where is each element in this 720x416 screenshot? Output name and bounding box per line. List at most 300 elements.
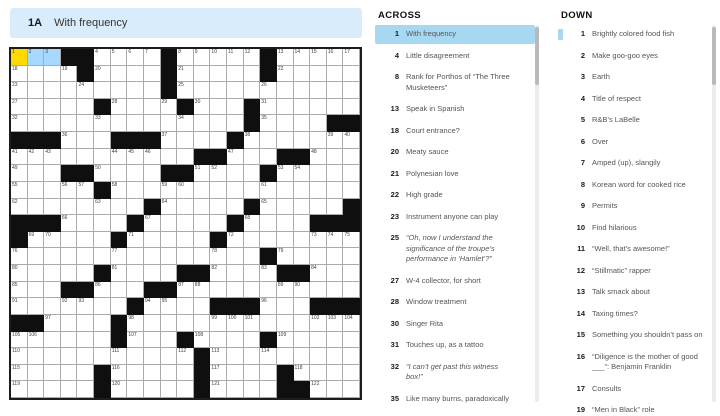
grid-cell-r18c1[interactable] xyxy=(11,332,28,349)
grid-cell-r15c13[interactable] xyxy=(210,282,227,299)
grid-cell-r8c17[interactable] xyxy=(277,165,294,182)
grid-cell-r10c17[interactable] xyxy=(277,199,294,216)
grid-cell-r19c5[interactable] xyxy=(77,348,94,365)
across-clue-22[interactable] xyxy=(375,190,535,201)
grid-cell-r5c10[interactable] xyxy=(161,115,178,132)
grid-cell-r12c4[interactable] xyxy=(61,232,78,249)
grid-cell-r5c2[interactable] xyxy=(28,115,45,132)
grid-cell-r6c18[interactable] xyxy=(294,132,311,149)
grid-cell-r7c2[interactable] xyxy=(28,149,45,166)
grid-cell-r16c10[interactable] xyxy=(161,298,178,315)
grid-cell-r5c6[interactable] xyxy=(94,115,111,132)
grid-cell-r19c4[interactable] xyxy=(61,348,78,365)
grid-cell-r16c4[interactable] xyxy=(61,298,78,315)
grid-cell-r2c4[interactable] xyxy=(61,66,78,83)
grid-cell-r3c1[interactable] xyxy=(11,82,28,99)
grid-cell-r20c11[interactable] xyxy=(177,365,194,382)
grid-cell-r13c10[interactable] xyxy=(161,248,178,265)
grid-cell-r20c10[interactable] xyxy=(161,365,178,382)
grid-cell-r7c8[interactable] xyxy=(127,149,144,166)
grid-cell-r1c14[interactable] xyxy=(227,49,244,66)
grid-cell-r13c13[interactable] xyxy=(210,248,227,265)
grid-cell-r5c7[interactable] xyxy=(111,115,128,132)
grid-cell-r14c1[interactable] xyxy=(11,265,28,282)
grid-cell-r20c18[interactable] xyxy=(294,365,311,382)
grid-cell-r7c5[interactable] xyxy=(77,149,94,166)
grid-cell-r1c17[interactable] xyxy=(277,49,294,66)
grid-cell-r11c18[interactable] xyxy=(294,215,311,232)
grid-cell-r4c5[interactable] xyxy=(77,99,94,116)
grid-cell-r3c21[interactable] xyxy=(343,82,360,99)
grid-cell-r19c10[interactable] xyxy=(161,348,178,365)
grid-cell-r19c11[interactable] xyxy=(177,348,194,365)
grid-cell-r14c15[interactable] xyxy=(244,265,261,282)
grid-cell-r7c20[interactable] xyxy=(327,149,344,166)
grid-cell-r10c7[interactable] xyxy=(111,199,128,216)
grid-cell-r18c19[interactable] xyxy=(310,332,327,349)
grid-cell-r11c5[interactable] xyxy=(77,215,94,232)
grid-cell-r6c12[interactable] xyxy=(194,132,211,149)
grid-cell-r17c18[interactable] xyxy=(294,315,311,332)
grid-cell-r11c7[interactable] xyxy=(111,215,128,232)
grid-cell-r8c20[interactable] xyxy=(327,165,344,182)
grid-cell-r16c17[interactable] xyxy=(277,298,294,315)
grid-cell-r15c19[interactable] xyxy=(310,282,327,299)
grid-cell-r1c2[interactable] xyxy=(28,49,45,66)
down-clue-9[interactable] xyxy=(558,201,710,212)
grid-cell-r15c21[interactable] xyxy=(343,282,360,299)
grid-cell-r10c1[interactable] xyxy=(11,199,28,216)
crossword-grid[interactable] xyxy=(9,47,362,400)
grid-cell-r14c14[interactable] xyxy=(227,265,244,282)
grid-cell-r2c3[interactable] xyxy=(44,66,61,83)
grid-cell-r3c5[interactable] xyxy=(77,82,94,99)
grid-cell-r13c19[interactable] xyxy=(310,248,327,265)
grid-cell-r10c2[interactable] xyxy=(28,199,45,216)
across-clue-31[interactable] xyxy=(375,340,535,351)
grid-cell-r2c13[interactable] xyxy=(210,66,227,83)
grid-cell-r12c12[interactable] xyxy=(194,232,211,249)
grid-cell-r9c10[interactable] xyxy=(161,182,178,199)
grid-cell-r18c4[interactable] xyxy=(61,332,78,349)
grid-cell-r16c11[interactable] xyxy=(177,298,194,315)
grid-cell-r21c13[interactable] xyxy=(210,381,227,398)
grid-cell-r5c8[interactable] xyxy=(127,115,144,132)
grid-cell-r7c3[interactable] xyxy=(44,149,61,166)
grid-cell-r2c7[interactable] xyxy=(111,66,128,83)
grid-cell-r20c7[interactable] xyxy=(111,365,128,382)
grid-cell-r7c7[interactable] xyxy=(111,149,128,166)
grid-cell-r12c18[interactable] xyxy=(294,232,311,249)
grid-cell-r3c16[interactable] xyxy=(260,82,277,99)
grid-cell-r9c5[interactable] xyxy=(77,182,94,199)
grid-cell-r21c8[interactable] xyxy=(127,381,144,398)
grid-cell-r12c14[interactable] xyxy=(227,232,244,249)
grid-cell-r3c14[interactable] xyxy=(227,82,244,99)
down-scrollbar[interactable] xyxy=(712,25,716,402)
grid-cell-r12c11[interactable] xyxy=(177,232,194,249)
grid-cell-r11c6[interactable] xyxy=(94,215,111,232)
grid-cell-r9c9[interactable] xyxy=(144,182,161,199)
grid-cell-r3c8[interactable] xyxy=(127,82,144,99)
grid-cell-r15c20[interactable] xyxy=(327,282,344,299)
grid-cell-r2c9[interactable] xyxy=(144,66,161,83)
grid-cell-r10c14[interactable] xyxy=(227,199,244,216)
grid-cell-r17c8[interactable] xyxy=(127,315,144,332)
grid-cell-r15c7[interactable] xyxy=(111,282,128,299)
grid-cell-r14c10[interactable] xyxy=(161,265,178,282)
grid-cell-r13c1[interactable] xyxy=(11,248,28,265)
grid-cell-r19c6[interactable] xyxy=(94,348,111,365)
grid-cell-r5c17[interactable] xyxy=(277,115,294,132)
grid-cell-r11c15[interactable] xyxy=(244,215,261,232)
grid-cell-r13c2[interactable] xyxy=(28,248,45,265)
grid-cell-r8c18[interactable] xyxy=(294,165,311,182)
across-clue-13[interactable] xyxy=(375,104,535,115)
grid-cell-r14c20[interactable] xyxy=(327,265,344,282)
grid-cell-r4c12[interactable] xyxy=(194,99,211,116)
grid-cell-r13c3[interactable] xyxy=(44,248,61,265)
down-clue-1[interactable] xyxy=(558,29,710,40)
grid-cell-r20c15[interactable] xyxy=(244,365,261,382)
down-clue-2[interactable] xyxy=(558,51,710,62)
grid-cell-r21c1[interactable] xyxy=(11,381,28,398)
grid-cell-r15c3[interactable] xyxy=(44,282,61,299)
grid-cell-r6c5[interactable] xyxy=(77,132,94,149)
grid-cell-r17c3[interactable] xyxy=(44,315,61,332)
grid-cell-r21c7[interactable] xyxy=(111,381,128,398)
grid-cell-r6c13[interactable] xyxy=(210,132,227,149)
grid-cell-r3c7[interactable] xyxy=(111,82,128,99)
across-clue-30[interactable] xyxy=(375,319,535,330)
grid-cell-r9c12[interactable] xyxy=(194,182,211,199)
across-scrollbar[interactable] xyxy=(535,25,539,402)
grid-cell-r19c15[interactable] xyxy=(244,348,261,365)
across-clue-23[interactable] xyxy=(375,212,535,223)
grid-cell-r17c16[interactable] xyxy=(260,315,277,332)
grid-cell-r8c9[interactable] xyxy=(144,165,161,182)
grid-cell-r15c14[interactable] xyxy=(227,282,244,299)
grid-cell-r13c20[interactable] xyxy=(327,248,344,265)
grid-cell-r20c9[interactable] xyxy=(144,365,161,382)
grid-cell-r12c6[interactable] xyxy=(94,232,111,249)
grid-cell-r6c21[interactable] xyxy=(343,132,360,149)
grid-cell-r3c9[interactable] xyxy=(144,82,161,99)
grid-cell-r15c11[interactable] xyxy=(177,282,194,299)
grid-cell-r5c9[interactable] xyxy=(144,115,161,132)
grid-cell-r17c21[interactable] xyxy=(343,315,360,332)
grid-cell-r20c20[interactable] xyxy=(327,365,344,382)
grid-cell-r18c18[interactable] xyxy=(294,332,311,349)
grid-cell-r17c6[interactable] xyxy=(94,315,111,332)
grid-cell-r20c13[interactable] xyxy=(210,365,227,382)
grid-cell-r3c18[interactable] xyxy=(294,82,311,99)
grid-cell-r12c17[interactable] xyxy=(277,232,294,249)
grid-cell-r3c13[interactable] xyxy=(210,82,227,99)
grid-cell-r20c16[interactable] xyxy=(260,365,277,382)
grid-cell-r10c16[interactable] xyxy=(260,199,277,216)
grid-cell-r3c12[interactable] xyxy=(194,82,211,99)
grid-cell-r18c10[interactable] xyxy=(161,332,178,349)
grid-cell-r20c21[interactable] xyxy=(343,365,360,382)
grid-cell-r14c3[interactable] xyxy=(44,265,61,282)
grid-cell-r4c20[interactable] xyxy=(327,99,344,116)
grid-cell-r19c21[interactable] xyxy=(343,348,360,365)
grid-cell-r3c11[interactable] xyxy=(177,82,194,99)
grid-cell-r12c5[interactable] xyxy=(77,232,94,249)
grid-cell-r4c8[interactable] xyxy=(127,99,144,116)
down-clue-3[interactable] xyxy=(558,72,710,83)
grid-cell-r10c3[interactable] xyxy=(44,199,61,216)
grid-cell-r20c5[interactable] xyxy=(77,365,94,382)
grid-cell-r6c4[interactable] xyxy=(61,132,78,149)
grid-cell-r12c3[interactable] xyxy=(44,232,61,249)
grid-cell-r10c12[interactable] xyxy=(194,199,211,216)
grid-cell-r19c16[interactable] xyxy=(260,348,277,365)
grid-cell-r9c11[interactable] xyxy=(177,182,194,199)
down-clue-8[interactable] xyxy=(558,180,710,191)
across-clue-21[interactable] xyxy=(375,169,535,180)
grid-cell-r20c19[interactable] xyxy=(310,365,327,382)
grid-cell-r10c13[interactable] xyxy=(210,199,227,216)
grid-cell-r21c20[interactable] xyxy=(327,381,344,398)
across-clue-18[interactable] xyxy=(375,126,535,137)
grid-cell-r9c21[interactable] xyxy=(343,182,360,199)
grid-cell-r4c10[interactable] xyxy=(161,99,178,116)
grid-cell-r11c11[interactable] xyxy=(177,215,194,232)
grid-cell-r8c6[interactable] xyxy=(94,165,111,182)
grid-cell-r14c13[interactable] xyxy=(210,265,227,282)
grid-cell-r14c16[interactable] xyxy=(260,265,277,282)
grid-cell-r18c12[interactable] xyxy=(194,332,211,349)
grid-cell-r3c4[interactable] xyxy=(61,82,78,99)
grid-cell-r2c21[interactable] xyxy=(343,66,360,83)
grid-cell-r8c8[interactable] xyxy=(127,165,144,182)
grid-cell-r1c1[interactable] xyxy=(11,49,28,66)
grid-cell-r16c18[interactable] xyxy=(294,298,311,315)
grid-cell-r9c8[interactable] xyxy=(127,182,144,199)
grid-cell-r13c4[interactable] xyxy=(61,248,78,265)
grid-cell-r6c20[interactable] xyxy=(327,132,344,149)
grid-cell-r10c5[interactable] xyxy=(77,199,94,216)
grid-cell-r21c10[interactable] xyxy=(161,381,178,398)
grid-cell-r21c21[interactable] xyxy=(343,381,360,398)
grid-cell-r5c1[interactable] xyxy=(11,115,28,132)
grid-cell-r17c20[interactable] xyxy=(327,315,344,332)
grid-cell-r7c11[interactable] xyxy=(177,149,194,166)
grid-cell-r4c7[interactable] xyxy=(111,99,128,116)
grid-cell-r15c1[interactable] xyxy=(11,282,28,299)
grid-cell-r3c15[interactable] xyxy=(244,82,261,99)
grid-cell-r6c16[interactable] xyxy=(260,132,277,149)
grid-cell-r9c18[interactable] xyxy=(294,182,311,199)
grid-cell-r8c7[interactable] xyxy=(111,165,128,182)
grid-cell-r3c6[interactable] xyxy=(94,82,111,99)
grid-cell-r7c1[interactable] xyxy=(11,149,28,166)
grid-cell-r17c9[interactable] xyxy=(144,315,161,332)
grid-cell-r2c6[interactable] xyxy=(94,66,111,83)
grid-cell-r16c9[interactable] xyxy=(144,298,161,315)
grid-cell-r15c18[interactable] xyxy=(294,282,311,299)
grid-cell-r5c11[interactable] xyxy=(177,115,194,132)
grid-cell-r11c4[interactable] xyxy=(61,215,78,232)
grid-cell-r13c6[interactable] xyxy=(94,248,111,265)
grid-cell-r18c15[interactable] xyxy=(244,332,261,349)
grid-cell-r10c20[interactable] xyxy=(327,199,344,216)
grid-cell-r2c19[interactable] xyxy=(310,66,327,83)
grid-cell-r11c13[interactable] xyxy=(210,215,227,232)
grid-cell-r19c14[interactable] xyxy=(227,348,244,365)
grid-cell-r7c10[interactable] xyxy=(161,149,178,166)
grid-cell-r7c15[interactable] xyxy=(244,149,261,166)
grid-cell-r10c10[interactable] xyxy=(161,199,178,216)
grid-cell-r7c16[interactable] xyxy=(260,149,277,166)
grid-cell-r9c7[interactable] xyxy=(111,182,128,199)
grid-cell-r16c12[interactable] xyxy=(194,298,211,315)
grid-cell-r18c21[interactable] xyxy=(343,332,360,349)
grid-cell-r18c20[interactable] xyxy=(327,332,344,349)
down-scrollbar-thumb[interactable] xyxy=(712,27,716,85)
grid-cell-r5c5[interactable] xyxy=(77,115,94,132)
grid-cell-r21c19[interactable] xyxy=(310,381,327,398)
down-clue-5[interactable] xyxy=(558,115,710,126)
grid-cell-r19c20[interactable] xyxy=(327,348,344,365)
grid-cell-r16c7[interactable] xyxy=(111,298,128,315)
grid-cell-r19c9[interactable] xyxy=(144,348,161,365)
down-clue-13[interactable] xyxy=(558,287,710,298)
grid-cell-r9c17[interactable] xyxy=(277,182,294,199)
grid-cell-r3c17[interactable] xyxy=(277,82,294,99)
grid-cell-r13c14[interactable] xyxy=(227,248,244,265)
grid-cell-r15c17[interactable] xyxy=(277,282,294,299)
grid-cell-r6c10[interactable] xyxy=(161,132,178,149)
grid-cell-r18c17[interactable] xyxy=(277,332,294,349)
grid-cell-r10c8[interactable] xyxy=(127,199,144,216)
grid-cell-r18c13[interactable] xyxy=(210,332,227,349)
grid-cell-r4c1[interactable] xyxy=(11,99,28,116)
grid-cell-r20c2[interactable] xyxy=(28,365,45,382)
grid-cell-r14c9[interactable] xyxy=(144,265,161,282)
grid-cell-r19c17[interactable] xyxy=(277,348,294,365)
grid-cell-r8c2[interactable] xyxy=(28,165,45,182)
grid-cell-r19c2[interactable] xyxy=(28,348,45,365)
grid-cell-r17c13[interactable] xyxy=(210,315,227,332)
grid-cell-r1c21[interactable] xyxy=(343,49,360,66)
grid-cell-r4c4[interactable] xyxy=(61,99,78,116)
grid-cell-r1c18[interactable] xyxy=(294,49,311,66)
grid-cell-r5c3[interactable] xyxy=(44,115,61,132)
grid-cell-r12c15[interactable] xyxy=(244,232,261,249)
grid-cell-r12c21[interactable] xyxy=(343,232,360,249)
grid-cell-r5c12[interactable] xyxy=(194,115,211,132)
grid-cell-r10c11[interactable] xyxy=(177,199,194,216)
grid-cell-r19c1[interactable] xyxy=(11,348,28,365)
grid-cell-r8c13[interactable] xyxy=(210,165,227,182)
grid-cell-r1c15[interactable] xyxy=(244,49,261,66)
down-clue-7[interactable] xyxy=(558,158,710,169)
grid-cell-r8c15[interactable] xyxy=(244,165,261,182)
grid-cell-r17c5[interactable] xyxy=(77,315,94,332)
grid-cell-r1c6[interactable] xyxy=(94,49,111,66)
down-clue-17[interactable] xyxy=(558,384,710,395)
grid-cell-r14c19[interactable] xyxy=(310,265,327,282)
grid-cell-r1c11[interactable] xyxy=(177,49,194,66)
grid-cell-r1c13[interactable] xyxy=(210,49,227,66)
grid-cell-r18c6[interactable] xyxy=(94,332,111,349)
down-clue-10[interactable] xyxy=(558,223,710,234)
grid-cell-r6c19[interactable] xyxy=(310,132,327,149)
grid-cell-r14c5[interactable] xyxy=(77,265,94,282)
across-clue-4[interactable] xyxy=(375,51,535,62)
grid-cell-r9c19[interactable] xyxy=(310,182,327,199)
grid-cell-r7c14[interactable] xyxy=(227,149,244,166)
grid-cell-r2c17[interactable] xyxy=(277,66,294,83)
down-clue-16[interactable] xyxy=(558,352,710,373)
grid-cell-r21c4[interactable] xyxy=(61,381,78,398)
grid-cell-r15c15[interactable] xyxy=(244,282,261,299)
grid-cell-r13c9[interactable] xyxy=(144,248,161,265)
grid-cell-r5c4[interactable] xyxy=(61,115,78,132)
grid-cell-r18c14[interactable] xyxy=(227,332,244,349)
across-clue-8[interactable] xyxy=(375,72,535,93)
grid-cell-r13c21[interactable] xyxy=(343,248,360,265)
grid-cell-r1c19[interactable] xyxy=(310,49,327,66)
grid-cell-r14c2[interactable] xyxy=(28,265,45,282)
grid-cell-r21c3[interactable] xyxy=(44,381,61,398)
grid-cell-r17c12[interactable] xyxy=(194,315,211,332)
grid-cell-r11c16[interactable] xyxy=(260,215,277,232)
grid-cell-r4c9[interactable] xyxy=(144,99,161,116)
grid-cell-r13c5[interactable] xyxy=(77,248,94,265)
grid-cell-r12c9[interactable] xyxy=(144,232,161,249)
grid-cell-r13c15[interactable] xyxy=(244,248,261,265)
down-clue-19[interactable] xyxy=(558,405,710,416)
grid-cell-r17c10[interactable] xyxy=(161,315,178,332)
grid-cell-r21c11[interactable] xyxy=(177,381,194,398)
grid-cell-r2c11[interactable] xyxy=(177,66,194,83)
grid-cell-r9c13[interactable] xyxy=(210,182,227,199)
grid-cell-r7c4[interactable] xyxy=(61,149,78,166)
grid-cell-r3c20[interactable] xyxy=(327,82,344,99)
across-clue-32[interactable] xyxy=(375,362,535,383)
grid-cell-r2c15[interactable] xyxy=(244,66,261,83)
grid-cell-r17c4[interactable] xyxy=(61,315,78,332)
grid-cell-r21c9[interactable] xyxy=(144,381,161,398)
grid-cell-r2c2[interactable] xyxy=(28,66,45,83)
grid-cell-r21c2[interactable] xyxy=(28,381,45,398)
grid-cell-r5c18[interactable] xyxy=(294,115,311,132)
grid-cell-r5c19[interactable] xyxy=(310,115,327,132)
grid-cell-r2c1[interactable] xyxy=(11,66,28,83)
grid-cell-r15c12[interactable] xyxy=(194,282,211,299)
grid-cell-r16c6[interactable] xyxy=(94,298,111,315)
grid-cell-r4c16[interactable] xyxy=(260,99,277,116)
grid-cell-r13c8[interactable] xyxy=(127,248,144,265)
grid-cell-r12c2[interactable] xyxy=(28,232,45,249)
grid-cell-r8c3[interactable] xyxy=(44,165,61,182)
grid-cell-r21c16[interactable] xyxy=(260,381,277,398)
grid-cell-r3c19[interactable] xyxy=(310,82,327,99)
grid-cell-r21c5[interactable] xyxy=(77,381,94,398)
grid-cell-r7c9[interactable] xyxy=(144,149,161,166)
grid-cell-r9c4[interactable] xyxy=(61,182,78,199)
grid-cell-r12c19[interactable] xyxy=(310,232,327,249)
grid-cell-r4c18[interactable] xyxy=(294,99,311,116)
grid-cell-r2c14[interactable] xyxy=(227,66,244,83)
grid-cell-r16c3[interactable] xyxy=(44,298,61,315)
grid-cell-r4c3[interactable] xyxy=(44,99,61,116)
current-clue-bar[interactable] xyxy=(10,8,362,38)
